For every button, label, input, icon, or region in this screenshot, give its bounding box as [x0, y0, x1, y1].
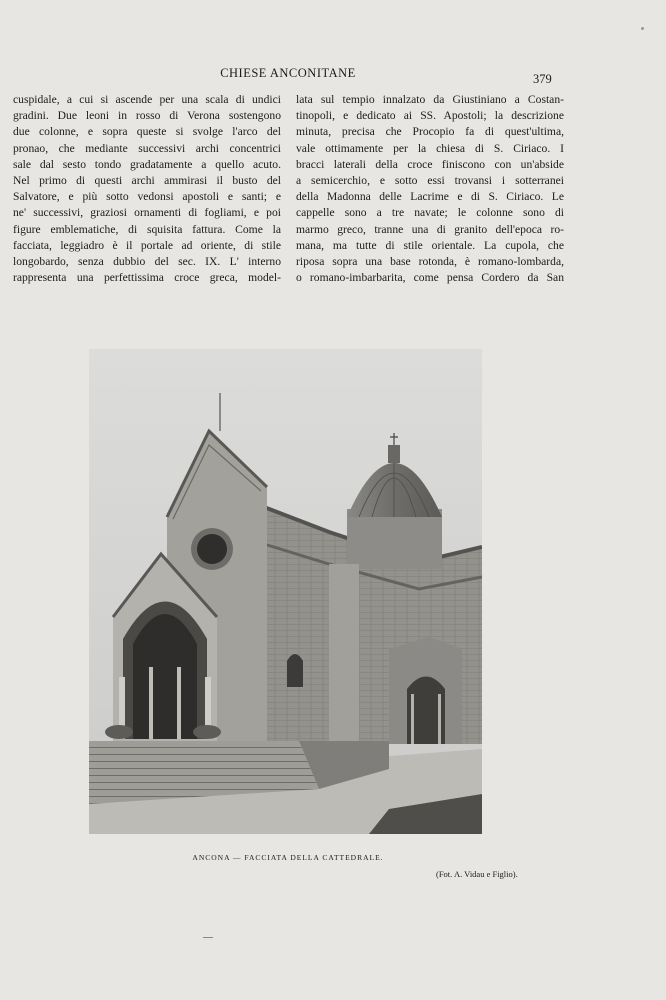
text-line: Nel primo di questi archi ammirasi il busto del	[13, 174, 281, 188]
text-line: riposa sopra una base rotonda, è romano-lombarda,	[296, 255, 564, 269]
cathedral-illustration	[89, 349, 482, 834]
figure-caption: ANCONA — FACCIATA DELLA CATTEDRALE.	[192, 853, 384, 862]
page-number: 379	[533, 72, 552, 86]
cathedral-photograph	[89, 349, 482, 834]
text-line: Salvatore, e più sotto vedonsi apostoli e santi; e	[13, 190, 281, 204]
text-line: gradini. Due leoni in rosso di Verona sostengono	[13, 109, 281, 123]
text-line: o romano-imbarbarita, come pensa Cordero da San	[296, 271, 564, 285]
photo-credit: (Fot. A. Vidau e Figlio).	[436, 869, 518, 879]
running-title: CHIESE ANCONITANE	[220, 66, 356, 80]
text-line: pronao, che mediante successivi archi concentrici	[13, 141, 281, 155]
text-line: longobardo, senza dubbio del sec. IX. L' interno	[13, 255, 281, 269]
text-line: minuta, precisa che Procopio fa di quest'ultima,	[296, 125, 564, 139]
left-text-column	[13, 92, 281, 286]
lion-statue	[105, 725, 133, 739]
lion-statue	[193, 725, 221, 739]
right-text-column	[296, 92, 564, 286]
text-line: sale dal sesto tondo gradatamente a quello acuto.	[13, 157, 281, 171]
text-line: a semicerchio, e sotto essi trovansi i sotterranei	[296, 174, 564, 188]
text-line: due colonne, e sopra queste si svolge l'arco del	[13, 125, 281, 139]
text-line: cappelle sono a tre navate; le colonne sono di	[296, 206, 564, 220]
text-line: mana, ma tutte di stile orientale. La cupola, che	[296, 238, 564, 252]
text-line: cuspidale, a cui si ascende per una scala di undici	[13, 93, 281, 106]
text-line: della Madonna delle Lacrime e di S. Ciriaco. Le	[296, 190, 564, 204]
dome-drum	[347, 509, 442, 569]
text-line: figure emblematiche, di squisita fattura. Come la	[13, 222, 281, 236]
text-line: rappresenta una perfettissima croce greca, model-	[13, 271, 281, 285]
print-mark	[203, 937, 213, 938]
text-line: facciata, leggiadro è il portale ad oriente, di stile	[13, 238, 281, 252]
buttress	[329, 564, 359, 744]
text-line: vale ottimamente per la chiesa di S. Ciriaco. I	[296, 141, 564, 155]
paper-speck	[641, 27, 644, 30]
text-line: lata sul tempio innalzato da Giustiniano a Costan-	[296, 93, 564, 106]
text-line: ne' successivi, graziosi ornamenti di fogliami, e poi	[13, 206, 281, 220]
nave-window	[287, 654, 303, 687]
text-line: bracci laterali della croce finiscono con un'abside	[296, 157, 564, 171]
text-line: tinopoli, e dedicato ai SS. Apostoli; la descrizione	[296, 109, 564, 123]
text-line: marmo greco, tranne una di granito dell'epoca ro-	[296, 222, 564, 236]
lantern	[388, 445, 400, 463]
